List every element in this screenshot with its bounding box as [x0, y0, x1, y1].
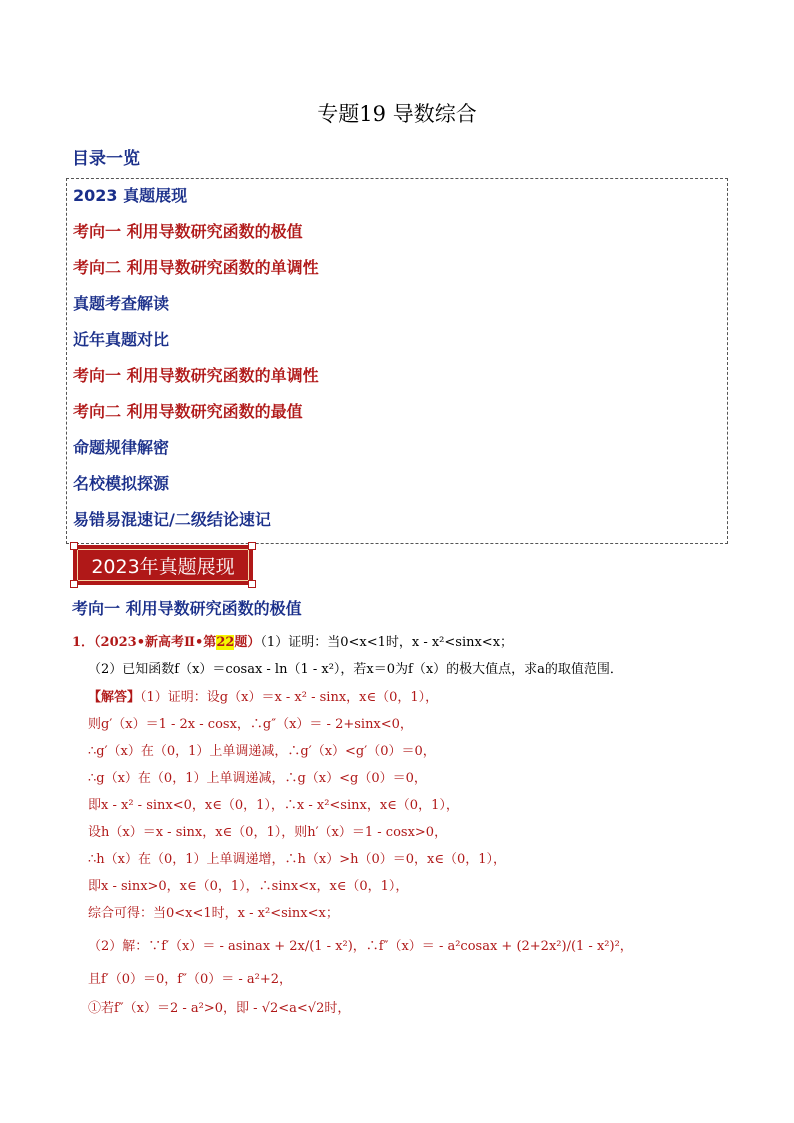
solution-line: 设h（x）＝x - sinx，x∈（0，1），则h′（x）＝1 - cosx>0， — [88, 825, 448, 840]
section-heading: 考向一 利用导数研究函数的极值 — [72, 599, 302, 618]
toc-box — [66, 178, 728, 544]
toc-item[interactable]: 名校模拟探源 — [73, 474, 170, 493]
solution-line: 则g′（x）＝1 - 2x - cosx，∴g″（x）＝ - 2+sinx<0， — [88, 717, 413, 732]
toc-heading: 目录一览 — [72, 149, 140, 169]
toc-item[interactable]: 考向一 利用导数研究函数的极值 — [73, 222, 303, 241]
solution-line: 综合可得：当0<x<1时，x - x²<sinx<x； — [88, 906, 339, 921]
source-prefix: （2023•新高考Ⅱ•第 — [94, 635, 217, 650]
solution-line: 且f′（0）＝0，f″（0）＝ - a²+2， — [88, 972, 293, 987]
solution-line: （2）解：∵f′（x）＝ - asinax + 2x/(1 - x²)，∴f″（x）＝ - a²cosax + (2+2x²)/(1 - x²)²， — [88, 939, 633, 954]
toc-item[interactable]: 考向二 利用导数研究函数的最值 — [73, 402, 303, 421]
solution-line: 即x - x² - sinx<0，x∈（0，1），∴x - x²<sinx，x∈（0，1）， — [88, 798, 459, 813]
toc-item[interactable]: 易错易混速记/二级结论速记 — [73, 510, 271, 529]
solution-line — [88, 686, 438, 705]
problem-header — [72, 631, 513, 650]
page-title: 专题19 导数综合 — [317, 102, 477, 126]
banner-corner-ornament — [70, 580, 78, 588]
toc-item[interactable]: 考向二 利用导数研究函数的单调性 — [73, 258, 319, 277]
toc-item[interactable]: 真题考查解读 — [73, 294, 170, 313]
banner-text: 2023年真题展现 — [91, 556, 235, 578]
solution-line: 即x - sinx>0，x∈（0，1），∴sinx<x，x∈（0，1）， — [88, 879, 409, 894]
problem-source — [94, 635, 260, 650]
source-number: 22 — [216, 635, 235, 650]
solution-text: （1）证明：设g（x）＝x - x² - sinx，x∈（0，1）， — [140, 690, 439, 705]
toc-item[interactable]: 2023 真题展现 — [73, 186, 188, 205]
problem-part2: （2）已知函数f（x）＝cosax - ln（1 - x²），若x＝0为f（x）的极大值点，求a的取值范围． — [88, 662, 623, 677]
banner-corner-ornament — [248, 580, 256, 588]
source-suffix: 题） — [234, 635, 261, 650]
banner-corner-ornament — [248, 542, 256, 550]
solution-line: ∴h（x）在（0，1）上单调递增，∴h（x）>h（0）＝0，x∈（0，1）， — [88, 852, 507, 867]
problem-number: 1． — [72, 635, 95, 650]
solution-line: ∴g（x）在（0，1）上单调递减，∴g（x）<g（0）＝0， — [88, 771, 427, 786]
solution-label: 【解答】 — [88, 690, 141, 705]
section-banner — [73, 545, 253, 585]
banner-corner-ornament — [70, 542, 78, 550]
solution-line: ①若f″（x）＝2 - a²>0，即 - √2<a<√2时， — [88, 1001, 351, 1016]
toc-item[interactable]: 命题规律解密 — [73, 438, 170, 457]
problem-part1: （1）证明：当0<x<1时，x - x²<sinx<x； — [260, 635, 514, 650]
toc-item[interactable]: 考向一 利用导数研究函数的单调性 — [73, 366, 319, 385]
solution-line: ∴g′（x）在（0，1）上单调递减，∴g′（x）<g′（0）＝0， — [88, 744, 436, 759]
toc-item[interactable]: 近年真题对比 — [73, 330, 170, 349]
